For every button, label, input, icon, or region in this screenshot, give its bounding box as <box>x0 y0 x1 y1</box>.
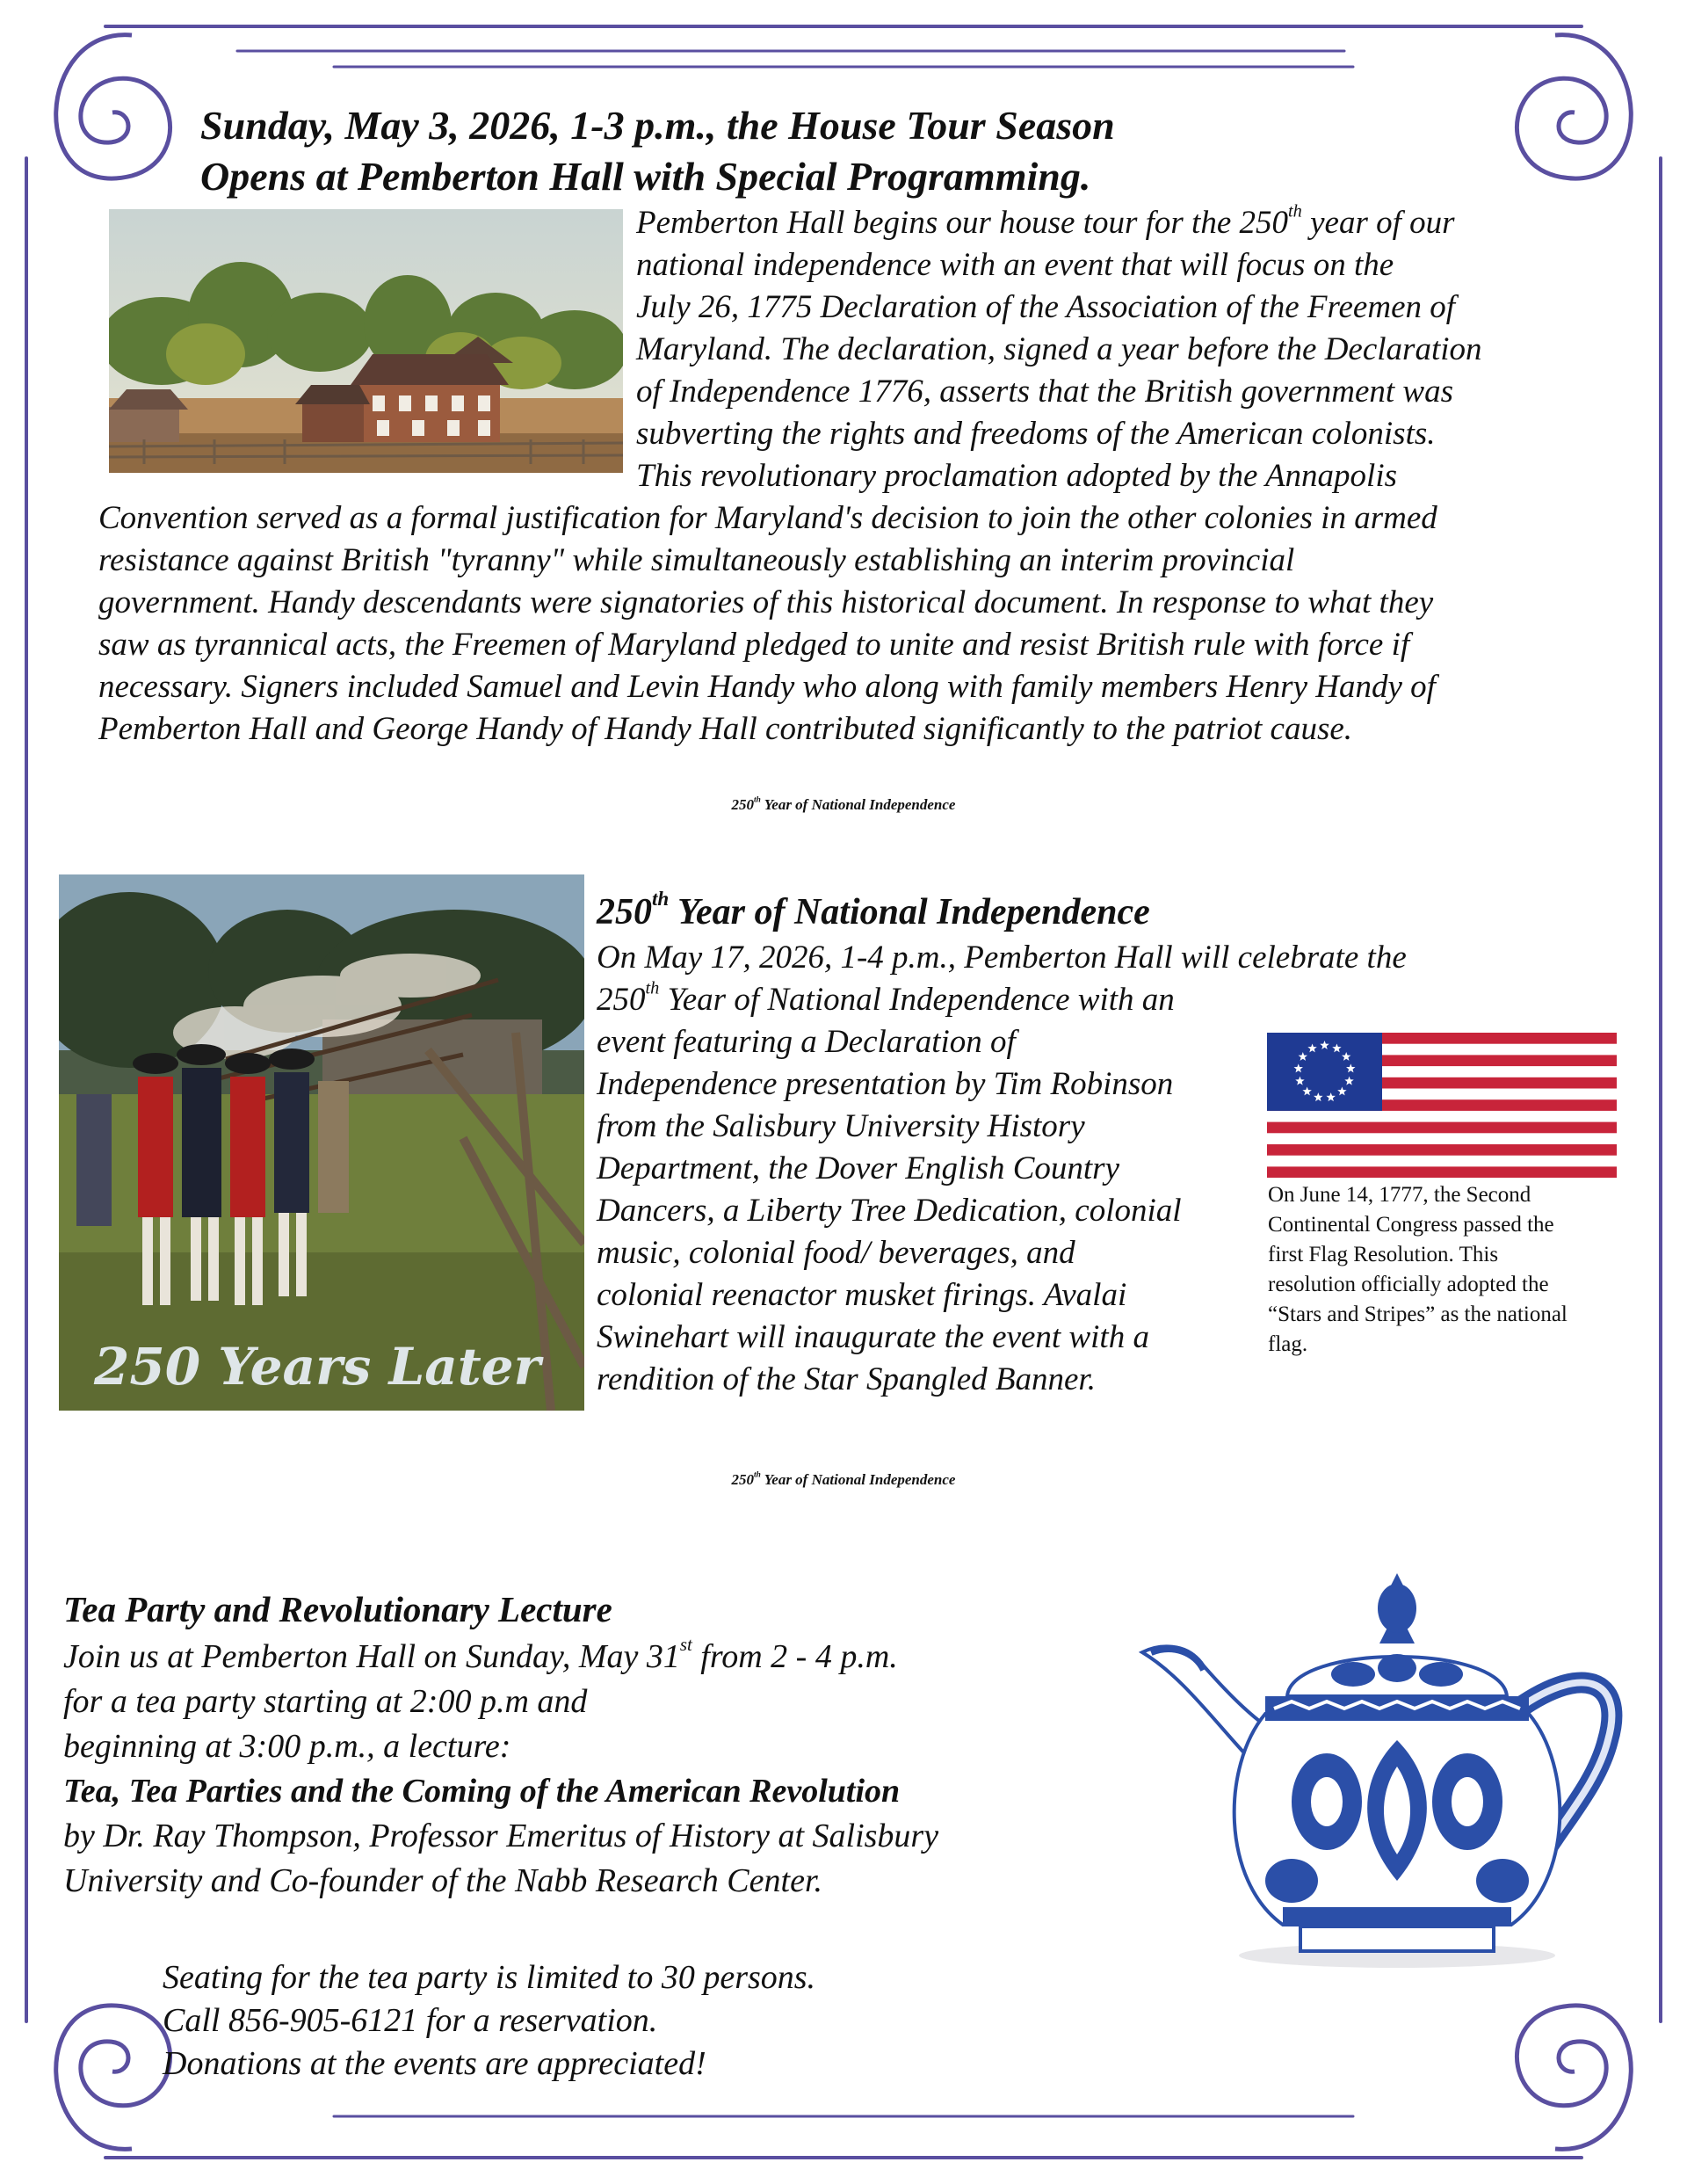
flag-caption-line-6: flag. <box>1268 1332 1308 1356</box>
event1-headline <box>200 100 1343 202</box>
teapot-illustration <box>1133 1512 1643 1977</box>
event2-line-11: rendition of the Star Spangled Banner. <box>597 1361 1096 1397</box>
event2-line-2: 250th Year of National Independence with an <box>597 978 1175 1018</box>
event3-line-6: University and Co-founder of the Nabb Research Center. <box>63 1862 823 1899</box>
event2-line-1: On May 17, 2026, 1-4 p.m., Pemberton Hall will celebrate the <box>597 940 1407 976</box>
pemberton-hall-photo <box>109 209 623 473</box>
event1-line-13: Pemberton Hall and George Handy of Handy Hall contributed significantly to the patriot cause. <box>98 711 1353 747</box>
event3-line-3: beginning at 3:00 p.m., a lecture: <box>63 1728 511 1765</box>
event2-line-4: Independence presentation by Tim Robinson <box>597 1066 1174 1102</box>
betsy-ross-flag <box>1267 1033 1617 1178</box>
reservation-note: Call 856-905-6121 for a reservation. <box>163 2002 658 2039</box>
event1-line-4: Maryland. The declaration, signed a year before the Declaration <box>636 331 1482 367</box>
top-right-swirl-icon <box>1517 35 1631 178</box>
event2-line-8: music, colonial food/ beverages, and <box>597 1235 1075 1271</box>
event2-title: 250th Year of National Independence <box>597 887 1150 932</box>
flag-caption-line-2: Continental Congress passed the <box>1268 1213 1554 1237</box>
divider-caption-2: 250th Year of National Independence <box>731 1470 956 1488</box>
event1-line-6: subverting the rights and freedoms of the American colonists. <box>636 416 1436 452</box>
event2-line-10: Swinehart will inaugurate the event with a <box>597 1319 1149 1355</box>
flag-caption-line-4: resolution officially adopted the <box>1268 1273 1549 1296</box>
event2-line-3: event featuring a Declaration of <box>597 1024 1016 1060</box>
flag-caption <box>1268 1180 1637 1360</box>
event2-line-5: from the Salisbury University History <box>597 1108 1085 1144</box>
event1-line-3: July 26, 1775 Declaration of the Association of the Freemen of <box>636 289 1456 325</box>
seating-note: Seating for the tea party is limited to 30 persons. <box>163 1959 816 1996</box>
event3-body <box>63 1635 1144 1904</box>
event1-headline-line2: Opens at Pemberton Hall with Special Programming. <box>200 154 1091 199</box>
event1-line-12: necessary. Signers included Samuel and Levin Handy who along with family members Henry Handy of <box>98 669 1436 705</box>
event1-body-bottom <box>98 497 1645 751</box>
flag-caption-line-1: On June 14, 1777, the Second <box>1268 1183 1531 1207</box>
divider-caption-1: 250th Year of National Independence <box>731 795 956 813</box>
event3-notes <box>163 1956 1041 2086</box>
event1-line-10: government. Handy descendants were signatories of this historical document. In response to what they <box>98 584 1434 620</box>
event1-line-1: Pemberton Hall begins our house tour for the 250th year of our <box>636 201 1455 241</box>
event1-body-top <box>636 202 1603 497</box>
bottom-right-swirl-icon <box>1517 2006 1631 2149</box>
reenactor-photo <box>59 874 584 1411</box>
event3-line-2: for a tea party starting at 2:00 p.m and <box>63 1683 588 1720</box>
donations-note: Donations at the events are appreciated! <box>163 2045 706 2082</box>
event1-line-7: This revolutionary proclamation adopted by the Annapolis <box>636 458 1398 494</box>
event3-line-5: by Dr. Ray Thompson, Professor Emeritus of History at Salisbury <box>63 1818 939 1854</box>
event1-headline-line1: Sunday, May 3, 2026, 1-3 p.m., the House Tour Season <box>200 103 1115 148</box>
event3-title: Tea Party and Revolutionary Lecture <box>63 1589 612 1629</box>
lecture-title: Tea, Tea Parties and the Coming of the American Revolution <box>63 1773 901 1810</box>
event1-line-9: resistance against British "tyranny" while simultaneously establishing an interim provincial <box>98 542 1295 578</box>
flag-caption-line-3: first Flag Resolution. This <box>1268 1243 1499 1266</box>
event3-line-1: Join us at Pemberton Hall on Sunday, May 31st from 2 - 4 p.m. <box>63 1634 898 1675</box>
event1-line-11: saw as tyrannical acts, the Freemen of Maryland pledged to unite and resist British rule with force if <box>98 627 1410 663</box>
event1-line-5: of Independence 1776, asserts that the British government was <box>636 374 1454 410</box>
flag-caption-line-5: “Stars and Stripes” as the national <box>1268 1302 1568 1326</box>
event2-line-9: colonial reenactor musket firings. Avalai <box>597 1277 1127 1313</box>
event2-line-6: Department, the Dover English Country <box>597 1150 1119 1186</box>
top-left-swirl-icon <box>56 35 170 178</box>
event2-line-7: Dancers, a Liberty Tree Dedication, colonial <box>597 1193 1182 1229</box>
bottom-left-swirl-icon <box>56 2006 170 2149</box>
event1-line-8: Convention served as a formal justification for Maryland's decision to join the other colonies in armed <box>98 500 1437 536</box>
event1-line-2: national independence with an event that will focus on the <box>636 247 1394 283</box>
photo-caption-250-years: 250 Years Later <box>94 1337 541 1397</box>
